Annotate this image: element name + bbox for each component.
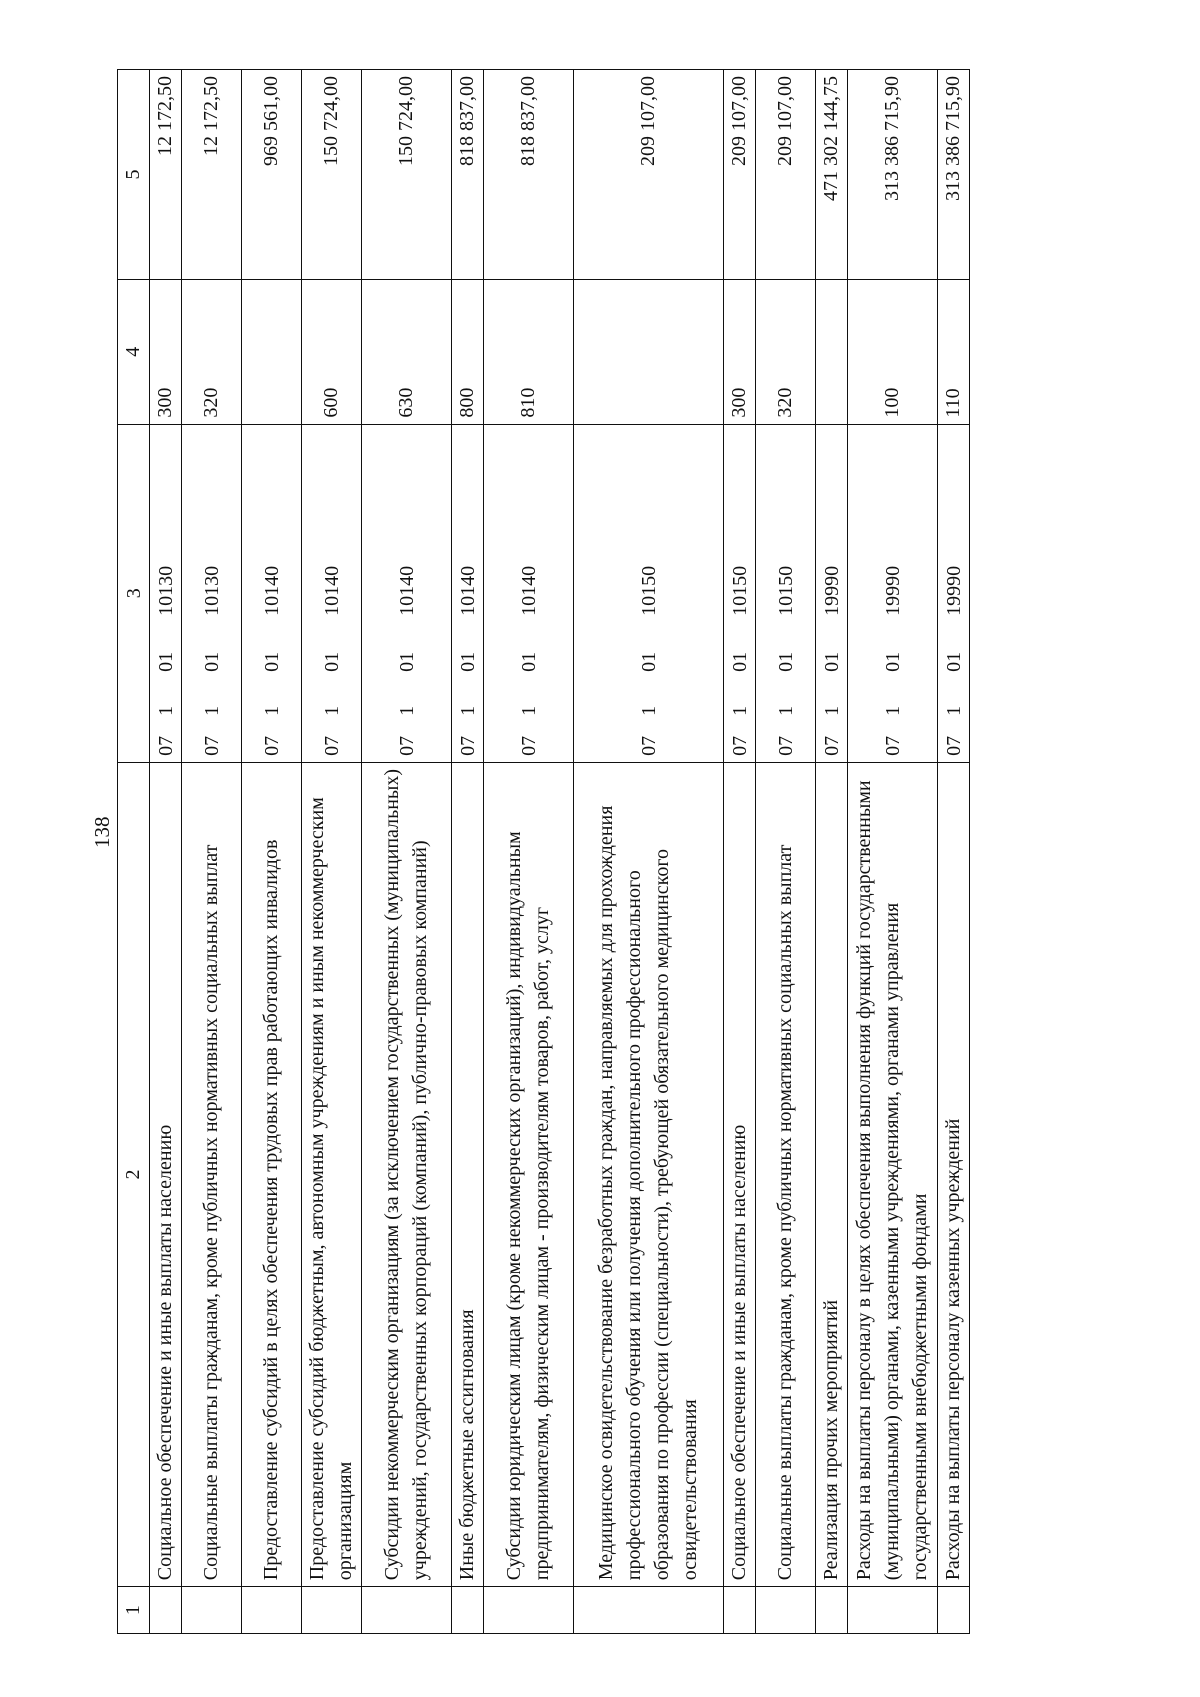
code-part-3: 01 [637,651,660,672]
row-name-cell: Социальное обеспечение и иные выплаты населению [724,762,756,1586]
row-amount-cell: 471 302 144,75 [816,70,848,280]
code-part-4: 10140 [395,565,418,616]
row-code-cell [938,424,970,762]
code-part-4: 10150 [728,565,751,616]
row-index-cell [484,1587,574,1634]
code-part-4: 10150 [637,565,660,616]
row-type-cell: 810 [484,279,574,424]
row-amount-cell: 313 386 715,90 [938,70,970,280]
code-part-2: 1 [820,705,843,716]
table-row [242,70,302,1634]
row-code-cell [816,424,848,762]
row-name-cell: Иные бюджетные ассигнования [452,762,484,1586]
row-type-cell [574,279,724,424]
code-part-3: 01 [456,651,479,672]
row-code-cell [848,424,938,762]
row-type-cell: 300 [724,279,756,424]
table-row [302,70,362,1634]
row-code-cell [756,424,816,762]
row-index-cell [452,1587,484,1634]
code-part-2: 1 [154,705,177,716]
row-index-cell [724,1587,756,1634]
header-col-5: 5 [118,70,150,280]
row-name-cell: Предоставление субсидий в целях обеспечения трудовых прав работающих инвалидов [242,762,302,1586]
header-col-4: 4 [118,279,150,424]
code-part-2: 1 [395,705,418,716]
row-amount-cell: 12 172,50 [182,70,242,280]
row-name-cell: Социальные выплаты гражданам, кроме публичных нормативных социальных выплат [756,762,816,1586]
row-index-cell [938,1587,970,1634]
code-part-1: 07 [728,735,751,756]
table-row [182,70,242,1634]
table-row [452,70,484,1634]
row-name-cell: Субсидии некоммерческим организациям (за исключением государственных (муниципальных) учреждений, государственных корпораций (компаний), публично-правовых компаний) [362,762,452,1586]
row-amount-cell: 818 837,00 [452,70,484,280]
row-name-cell: Реализация прочих мероприятий [816,762,848,1586]
row-type-cell: 100 [848,279,938,424]
code-part-4: 10140 [456,565,479,616]
row-name-cell: Расходы на выплаты персоналу казенных учреждений [938,762,970,1586]
code-part-1: 07 [200,735,223,756]
row-code-cell [452,424,484,762]
row-index-cell [848,1587,938,1634]
code-part-1: 07 [395,735,418,756]
code-part-2: 1 [260,705,283,716]
budget-table [117,69,970,1634]
code-part-3: 01 [517,651,540,672]
code-part-3: 01 [154,651,177,672]
code-part-4: 10130 [200,565,223,616]
code-part-2: 1 [774,705,797,716]
code-part-3: 01 [728,651,751,672]
code-part-1: 07 [154,735,177,756]
row-amount-cell: 209 107,00 [756,70,816,280]
code-part-4: 10150 [774,565,797,616]
row-amount-cell: 150 724,00 [362,70,452,280]
code-part-3: 01 [260,651,283,672]
row-amount-cell: 209 107,00 [574,70,724,280]
row-name-cell: Медицинское освидетельствование безработных граждан, направляемых для прохождения профессионального обучения или получения дополнительного профессионального образования по профессии (специальности), требующей обязательного медицинского освидетельствования [574,762,724,1586]
row-code-cell [242,424,302,762]
row-type-cell [242,279,302,424]
code-part-2: 1 [728,705,751,716]
table-row [816,70,848,1634]
code-part-2: 1 [517,705,540,716]
header-col-1: 1 [118,1587,150,1634]
code-part-2: 1 [456,705,479,716]
row-code-cell [484,424,574,762]
row-amount-cell: 12 172,50 [150,70,182,280]
code-part-1: 07 [881,735,904,756]
page-number: 138 [90,816,114,848]
table-row [484,70,574,1634]
header-col-2: 2 [118,762,150,1586]
row-amount-cell: 818 837,00 [484,70,574,280]
row-code-cell [724,424,756,762]
code-part-3: 01 [881,651,904,672]
row-type-cell: 320 [182,279,242,424]
row-index-cell [242,1587,302,1634]
code-part-4: 10140 [320,565,343,616]
row-code-cell [302,424,362,762]
row-type-cell: 800 [452,279,484,424]
code-part-3: 01 [200,651,223,672]
code-part-3: 01 [774,651,797,672]
row-index-cell [150,1587,182,1634]
row-index-cell [302,1587,362,1634]
code-part-3: 01 [820,651,843,672]
table-row [150,70,182,1634]
row-code-cell [362,424,452,762]
row-type-cell [816,279,848,424]
table-row [938,70,970,1634]
code-part-2: 1 [881,705,904,716]
row-index-cell [816,1587,848,1634]
code-part-1: 07 [942,735,965,756]
row-amount-cell: 209 107,00 [724,70,756,280]
code-part-4: 19990 [820,565,843,616]
code-part-2: 1 [637,705,660,716]
row-amount-cell: 969 561,00 [242,70,302,280]
code-part-2: 1 [942,705,965,716]
row-code-cell [182,424,242,762]
row-amount-cell: 313 386 715,90 [848,70,938,280]
code-part-1: 07 [820,735,843,756]
code-part-1: 07 [774,735,797,756]
code-part-1: 07 [637,735,660,756]
code-part-3: 01 [942,651,965,672]
table-header-row [118,70,150,1634]
row-name-cell: Расходы на выплаты персоналу в целях обеспечения выполнения функций государственными (муниципальными) органами, казенными учреждениями, органами управления государственными внебюджетными фондами [848,762,938,1586]
table-row [362,70,452,1634]
code-part-4: 19990 [942,565,965,616]
code-part-4: 10140 [260,565,283,616]
row-type-cell: 320 [756,279,816,424]
row-index-cell [756,1587,816,1634]
code-part-1: 07 [320,735,343,756]
code-part-4: 19990 [881,565,904,616]
code-part-4: 10140 [517,565,540,616]
row-code-cell [150,424,182,762]
code-part-1: 07 [517,735,540,756]
code-part-4: 10130 [154,565,177,616]
code-part-1: 07 [456,735,479,756]
row-name-cell: Социальные выплаты гражданам, кроме публичных нормативных социальных выплат [182,762,242,1586]
row-type-cell: 300 [150,279,182,424]
table-row [756,70,816,1634]
row-type-cell: 110 [938,279,970,424]
code-part-2: 1 [320,705,343,716]
code-part-3: 01 [395,651,418,672]
row-index-cell [182,1587,242,1634]
row-amount-cell: 150 724,00 [302,70,362,280]
row-name-cell: Предоставление субсидий бюджетным, автономным учреждениям и иным некоммерческим организациям [302,762,362,1586]
row-index-cell [574,1587,724,1634]
row-name-cell: Субсидии юридическим лицам (кроме некоммерческих организаций), индивидуальным предпринимателям, физическим лицам - производителям товаров, работ, услуг [484,762,574,1586]
table-row [724,70,756,1634]
row-type-cell: 600 [302,279,362,424]
code-part-2: 1 [200,705,223,716]
table-row [574,70,724,1634]
row-code-cell [574,424,724,762]
code-part-3: 01 [320,651,343,672]
table-row [848,70,938,1634]
budget-table-container [117,69,1065,1634]
row-type-cell: 630 [362,279,452,424]
header-col-3: 3 [118,424,150,762]
code-part-1: 07 [260,735,283,756]
row-index-cell [362,1587,452,1634]
row-name-cell: Социальное обеспечение и иные выплаты населению [150,762,182,1586]
